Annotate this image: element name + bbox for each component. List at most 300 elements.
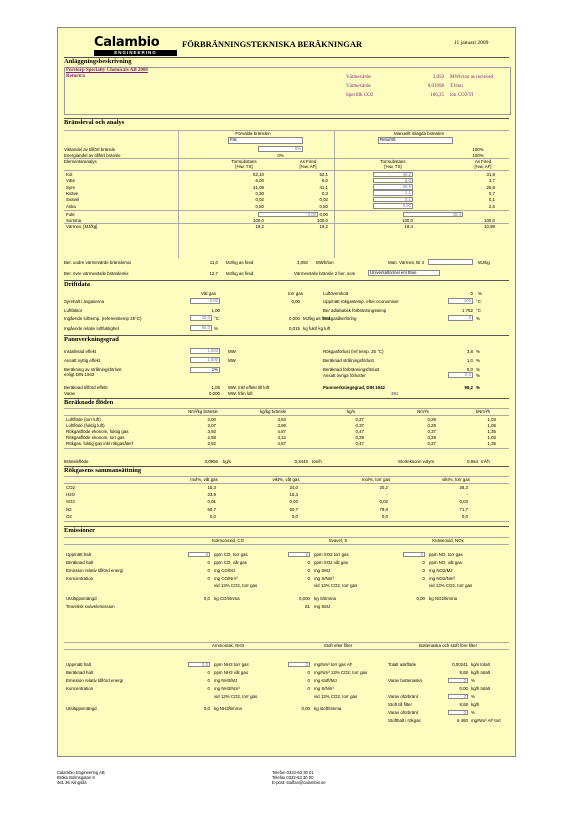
emission-row-label: Koncentration [66, 686, 94, 691]
nox-unit: ppm NO, våt gas [429, 560, 462, 565]
flow-value: 3,07 [207, 423, 216, 428]
grid-line [64, 170, 509, 171]
upper-heating-value-label: Ber. övre värmevärde bränslemix [64, 271, 129, 276]
ash-value: 0,00241 [452, 662, 468, 667]
ash-row-label: Varav oförbränt [388, 710, 418, 715]
ash-row-label: Varav oförbränt [388, 694, 418, 699]
composition-column-header: vikt%, våt gas [272, 477, 300, 482]
co-unit: vid 13% CO2, torr gas [214, 583, 258, 588]
ash-unit: % [471, 678, 475, 683]
air-moisture-unit: kg fukt/ kg luft [303, 326, 331, 331]
nox-unit: vid 13% CO2, torr gas [429, 583, 473, 588]
grid-line [64, 483, 509, 484]
oxygen-label: Syrehalt i avgaserna [64, 299, 105, 304]
fuel-row-label: Värmev. [MJ/kg] [66, 224, 98, 229]
dust-value: 0 [307, 670, 310, 675]
s-value: 0 [307, 576, 310, 581]
air-moisture: 0,015 [289, 326, 300, 331]
composition-value: 0,0 [381, 513, 388, 519]
grid-line [64, 544, 509, 545]
as-fired-unit: [%w, AF] [474, 164, 492, 169]
flow-value: 0,37 [355, 423, 364, 428]
composition-column-header: mol%, våt gas [190, 477, 218, 482]
preset-dry-value: 6,00 [255, 178, 264, 184]
flow-column-header: Nm³/kg bränsle [188, 409, 218, 414]
manual-fired-value: 25,8 [486, 184, 495, 190]
inlet-air-temp-input[interactable]: 25,0 [190, 315, 212, 321]
flue-temp-unit: °C [476, 299, 481, 304]
dust-value: 0,00 [301, 706, 310, 711]
ash-unit: kg/s totalt [471, 662, 490, 667]
section-divider [64, 118, 509, 119]
section-title-efficiency: Pannverkningsgrad [64, 336, 119, 343]
ash-row-label: Totalt askflöde [388, 662, 417, 667]
preset-dry-value: 0,50 [255, 203, 264, 209]
s-unit: mg SMJ [314, 568, 331, 573]
preset-dry-value: 52,10 [253, 172, 264, 177]
preset-dry-value: 41,09 [253, 184, 264, 190]
gas-component-label: N2 [66, 506, 72, 512]
gas-component-label: SO2 [66, 499, 75, 505]
manual-fired-value: 10,98 [484, 224, 495, 229]
emission-row-label: Utsläppsmängd [66, 596, 97, 601]
nh3-unit: vid 13% CO2, torr gas [214, 694, 258, 699]
flue-loss-label: Rökgasförlust (ref temp. 25 °C) [323, 349, 384, 354]
dry-substance-header: Torrsubstans [380, 159, 406, 164]
section-title-fuel: Bränsleval och analys [64, 119, 125, 126]
grid-line [64, 521, 509, 522]
other-losses-input[interactable]: 0,0 [448, 372, 473, 378]
element-analysis-label: Elementaranalys [64, 159, 97, 164]
page-title: FÖRBRÄNNINGSTEKNISKA BERÄKNINGAR [182, 39, 363, 49]
emission-group-header: Kväveoxid, NOx [432, 538, 464, 543]
grid-line [64, 448, 509, 449]
co-unit: mg CO/Nm³ [214, 576, 238, 581]
ash-unit: % [471, 694, 475, 699]
emission-row-label: Uppmätt halt [66, 662, 91, 667]
manual-dry-input[interactable]: 3,90 [373, 203, 413, 209]
flue-recirculation-unit: % [476, 316, 480, 321]
upper-heating-value-unit: MJ/kg as fired [226, 271, 254, 276]
preset-dry-value: 100,0 [253, 218, 264, 223]
composition-value: 28,3 [459, 485, 468, 490]
dust-value: 0 [307, 686, 310, 691]
measured-co-input[interactable]: 0 [188, 552, 210, 558]
combustion-loss: 0,0 [466, 367, 473, 372]
supplied-power-label: Beräknad tillförd effekt [64, 385, 108, 390]
lower-heating-value-label: Ber. undre värmevärde bränslemix [64, 260, 132, 265]
nh3-value: 0 [207, 670, 210, 675]
composition-value: 0,02 [379, 499, 388, 505]
manual-dry-input[interactable]: 1,1 [373, 190, 413, 196]
humidity-input[interactable]: 65,0 [190, 325, 212, 331]
nh3-unit: mg NH3/Nm³ [214, 686, 240, 691]
fuel-row-label: Kol [66, 172, 73, 177]
manual-dry-input[interactable]: 49,2 [373, 172, 413, 178]
composition-column-header: mol%, torr gas [361, 477, 391, 482]
specific-co2-unit: ton CO2/TJ [450, 93, 474, 98]
of-which-label: Varav [64, 391, 76, 396]
preset-dry-value: 0,30 [255, 190, 264, 196]
flow-value: 3,00 [207, 417, 216, 422]
heating-value: 3,050 [432, 75, 444, 80]
fuel-name: Returträ [66, 74, 85, 79]
flue-loss: 3,8 [466, 349, 473, 354]
manual-fired-value: 2,5 [488, 203, 495, 209]
manual-fuel-select[interactable]: Returträ [378, 137, 453, 144]
flow-value: 4,87 [277, 429, 286, 434]
manual-heating-value-unit: MJ/kg [478, 260, 490, 265]
excess-air-value: 0 [470, 291, 473, 296]
manual-fired-value: 0,7 [488, 190, 495, 196]
manual-fuels-header: Manuellt inlagda bränslen [393, 131, 445, 136]
grid-line [64, 223, 509, 224]
ash-value: 8,68 [459, 670, 468, 675]
grid-line [178, 130, 179, 258]
flow-value: 3,89 [277, 423, 286, 428]
flow-value: 3,92 [207, 441, 216, 446]
composition-value: 0,0 [291, 513, 298, 519]
efficiency-note: 391 [391, 391, 399, 396]
fuel-row-label: Syre [66, 184, 76, 190]
flue-temp-label: Uppmätt rökgastemp. efter economiser [323, 299, 399, 304]
measured-nh3-input[interactable]: 0,0 [188, 662, 210, 668]
supplied-power: 1,05 [211, 385, 220, 390]
fuel-flow-unit: kg/s [223, 459, 232, 464]
calambio-logo [94, 36, 177, 56]
section-title-composition: Rökgasens sammansättning [64, 467, 142, 474]
heating-value-label: Värmevärde [346, 84, 371, 89]
composition-value: 15,3 [289, 492, 298, 498]
oxygen-wet-input[interactable]: 0,00 [190, 298, 220, 304]
flow-value: 1,35 [487, 441, 496, 446]
manual-fired-value: 3,7 [488, 178, 495, 184]
grid-line [64, 158, 509, 159]
flow-value: 4,87 [277, 441, 286, 446]
radiation-loss: 1,0 [466, 358, 473, 363]
composition-value: 15,3 [207, 485, 216, 490]
specific-co2-label: Specifik CO2 [346, 93, 374, 98]
emission-group-header: Stoft efter filter [323, 643, 353, 648]
grid-line [64, 130, 509, 131]
s-unit: kg S/timma [314, 596, 336, 601]
other-losses-unit: % [476, 373, 480, 378]
dry-substance-header: Torrsubstans [231, 159, 257, 164]
flow-value: 0,29 [427, 417, 436, 422]
ash-unit: kg/h totalt [471, 686, 491, 691]
s-value: 81 [305, 604, 310, 609]
s-value: 0 [307, 560, 310, 565]
flow-row-label: Luftflöde (torr luft) [66, 417, 101, 422]
composition-value: - [386, 492, 388, 498]
footer-contact: Telefon 0322-63 30 01 Telefax 0322-63 30 00 E-post: staffan@calambio.se [272, 770, 326, 785]
flow-value: 0,28 [427, 435, 436, 440]
flow-value: 4,12 [277, 435, 286, 440]
specific-co2: 106,35 [430, 93, 444, 98]
section-divider [64, 280, 509, 281]
ash-unit: mg/Nm³ AF torr [471, 718, 502, 723]
co-unit: kg CO/timma [214, 596, 240, 601]
section-title-flows: Beräknade flöden [64, 399, 114, 406]
nox-unit: mg NO2/Nm³ [429, 576, 455, 581]
emission-group-header: Svavel, S [328, 538, 348, 543]
radiation-loss-label: Beräknad strålningsförlust [323, 358, 374, 363]
flow-row-label: Rökgas, fuktig gas inkl rökgasåterf [66, 441, 134, 446]
preset-dry-value: 0,02 [255, 197, 264, 203]
flow-value: 0,39 [355, 435, 364, 440]
emission-row-label: Utsläppsmängd [66, 706, 97, 711]
composition-value: 24,0 [289, 485, 298, 490]
ash-row-label: Stofthalt i rökgas [388, 718, 421, 723]
s-unit: ppm SO2 torr gas [314, 552, 349, 557]
fuel-flow-tph-unit: ton/h [312, 459, 322, 464]
composition-value: 60,7 [207, 506, 216, 512]
installed-power-input[interactable]: 1,000 [190, 348, 220, 354]
heating-value: 0,01098 [427, 84, 444, 89]
flue-recirculation-input[interactable]: 0 [448, 315, 473, 321]
fuel-flow: 0,0956 [204, 459, 218, 464]
air-power: 0,000 [209, 391, 220, 396]
nh3-value: 0 [207, 678, 210, 683]
oxygen-dry: 0,00 [291, 299, 300, 304]
manual-dry-value: 18,4 [404, 224, 413, 229]
heating-formula-select[interactable]: Universalformel enl Boie [368, 270, 440, 276]
nh3-unit: kg NH3/timma [214, 706, 242, 711]
s-unit: ppm SO2 våt gas [314, 560, 348, 565]
heating-value-label: Värmevärde [346, 75, 371, 80]
calculation-sheet [57, 27, 516, 757]
lower-heating-value-mwh: 3,050 [297, 260, 308, 265]
measured-nox-input[interactable]: 0 [403, 552, 425, 558]
measured-s-input[interactable]: 0 [288, 552, 310, 558]
s-value: 0,000 [299, 596, 310, 601]
preset-fired-value: 0,00 [319, 212, 328, 217]
manual-heating-value-input[interactable] [428, 259, 473, 265]
ash-unit: kg/h totalt [471, 670, 491, 675]
manual-moisture-input[interactable]: 35,4 [403, 212, 463, 218]
humidity-unit: % [214, 326, 218, 331]
composition-value: 0,01 [207, 499, 216, 505]
nox-unit: ppm NO, torr gas [429, 552, 463, 557]
composition-value: 79,8 [379, 506, 388, 512]
gas-component-label: CO2 [66, 485, 76, 490]
weight-share-b: 100% [472, 147, 484, 152]
nox-value: 0,00 [416, 596, 425, 601]
heating-value-unit: TJ/ton [450, 84, 463, 89]
s-unit: mg S/Nm³ [314, 576, 334, 581]
other-losses-label: Ansatt övriga förluster [323, 373, 366, 378]
composition-value: 20,2 [379, 485, 388, 490]
dry-substance-unit: [%w, TS] [235, 164, 253, 169]
composition-value: 0,0 [461, 513, 468, 519]
as-fired-header: As Fired [474, 159, 492, 164]
flow-value: 1,03 [487, 435, 496, 440]
supplied-power-unit: MW, mkl effekt till luft [228, 385, 270, 390]
s-unit: vid 13% CO2, torr gas [314, 583, 358, 588]
flow-value: 3,92 [207, 429, 216, 434]
ash-percent-input[interactable]: 0 [448, 710, 468, 716]
ash-row-label: Stoft till filter [388, 702, 412, 707]
ash-value: 8,68 [459, 702, 468, 707]
composition-value: - [466, 492, 468, 498]
flow-value: 1,06 [487, 423, 496, 428]
grid-line [334, 130, 335, 258]
flow-value: 0,29 [427, 423, 436, 428]
storage-volume: 0,964 [467, 459, 478, 464]
ash-unit: kg/h [471, 702, 480, 707]
flow-column-header: kg/s [346, 409, 356, 414]
preset-fired-value: 100,0 [317, 218, 328, 223]
preset-dry-value: 19,2 [255, 224, 264, 229]
section-title-operation: Driftdata [64, 281, 90, 288]
preset-fired-value: 52,1 [319, 172, 328, 177]
useful-power-label: Ansatt nyttig effekt [64, 358, 101, 363]
emission-group-header: Bottenaska och stoft före filter [418, 643, 478, 648]
composition-value: 0,03 [459, 499, 468, 505]
preset-moisture-input[interactable]: 0,00 [258, 212, 318, 218]
ash-row-label: Varav bottenaska [388, 678, 422, 683]
logo-word: Calambio [94, 35, 160, 50]
combustion-loss-label: Beräknad förbränningsförlust [323, 367, 380, 372]
flow-row-label: Rökgasflöde ekonom, fuktig gas [66, 429, 129, 434]
adiabatic-temp-unit: °C [476, 308, 481, 313]
ash-percent-input[interactable]: 0 [448, 678, 468, 684]
s-unit: mg SMJ [314, 604, 331, 609]
nh3-value: 0 [207, 686, 210, 691]
section-divider [64, 398, 509, 399]
air-power-unit: MW, från luft [228, 391, 253, 396]
flow-value: 3,83 [277, 417, 286, 422]
dust-unit: vid 13% CO2, torr gas [314, 694, 358, 699]
grid-line [64, 210, 509, 211]
as-fired-unit: [%w, AF] [299, 164, 317, 169]
dust-value: 0 [307, 678, 310, 683]
excess-air-unit: % [478, 291, 482, 296]
co-unit: mg CO/MJ [214, 568, 235, 573]
fuel-row-label: Summa [66, 218, 82, 223]
flow-value: 0,47 [355, 441, 364, 446]
fuel-flow-label: Bränsleflöde [64, 459, 89, 464]
emission-row-label: Teoretisk svavelemission [66, 604, 115, 609]
energy-share-b: 100% [472, 153, 484, 158]
gas-component-label: H2O [66, 492, 76, 498]
flue-temp-input[interactable]: 100 [448, 298, 473, 304]
dust-unit: mg/Nm³ 13% CO2, torr gas [314, 670, 368, 675]
boiler-efficiency: 95,2 [464, 385, 473, 390]
weight-share-label: Viktandel av tillfört bränsle [64, 147, 116, 152]
adiabatic-temp: 1 752 [462, 308, 473, 313]
section-title-plant: Anläggningsbeskrivning [64, 58, 132, 65]
flow-column-header: Nm³/s [417, 409, 429, 414]
co-unit: ppm CO, torr gas [214, 552, 248, 557]
installed-power-label: Installerad effekt [64, 349, 97, 354]
manual-dry-input[interactable]: 6,0 [373, 178, 413, 184]
dust-unit: mg/Nm³ torr gas AF [314, 662, 353, 667]
preset-fuel-select[interactable]: Flis [228, 137, 303, 144]
preset-fired-value: 0,50 [319, 203, 328, 209]
preset-fired-value: 6,0 [321, 178, 328, 184]
emission-group-header: Kolmonoxid, CO [212, 538, 244, 543]
inlet-air-temp-unit: °C [214, 316, 219, 321]
humidity-label: Ingående relativ luftfuktighet [64, 326, 119, 331]
dry-gas-header: torr gas [288, 291, 303, 296]
radiation-calc-input[interactable]: 1% [190, 367, 220, 373]
radiation-loss-unit: % [476, 358, 480, 363]
storage-volume-label: Storteksorin volym [398, 459, 435, 464]
fuel-row-label: Aska [66, 203, 76, 209]
ash-unit: % [471, 710, 475, 715]
nh3-unit: ppm NH3 våt gas [214, 670, 248, 675]
grid-line [64, 415, 509, 416]
nh3-value: 0,0 [203, 706, 210, 711]
composition-value: 0,03 [289, 499, 298, 505]
ash-value: 0,00 [459, 686, 468, 691]
radiation-calc-label: Beräkning av strålningsförlust [64, 367, 122, 372]
section-divider [64, 335, 509, 336]
footer-address: Calambio Engineering AB Bröka Bolmsgatan 9 461 36 Alingsås [57, 770, 105, 785]
manual-fired-value: 31,8 [486, 172, 495, 177]
nox-unit: kg NO2/timma [429, 596, 458, 601]
nox-value: 0 [422, 560, 425, 565]
preset-fired-value: 41,1 [319, 184, 328, 190]
company-name[interactable]: Perstorp Specialty Chemicals AB 2008 [66, 68, 148, 73]
composition-value: 0,0 [209, 513, 216, 519]
nh3-unit: mg NH3/MJ [214, 678, 238, 683]
wet-gas-header: Våt gas [201, 291, 216, 296]
adiabatic-temp-label: Ber adiabatisk förbränningstemp [323, 308, 387, 313]
energy-share-label: Energiandel av tillfört bränsle [64, 153, 121, 158]
s-value: 0 [307, 568, 310, 573]
section-title-emissions: Emissioner [64, 527, 96, 534]
co-unit: ppm CO, våt gas [214, 560, 247, 565]
fuel-row-label: Väte [66, 178, 76, 184]
lower-heating-value-unit: MJ/kg as fired [226, 260, 254, 265]
weight-share-a[interactable]: 0% [258, 146, 303, 152]
upper-heating-value: 12,7 [209, 271, 218, 276]
manual-dry-input[interactable]: 0,1 [373, 197, 413, 203]
flow-value: 0,47 [355, 429, 364, 434]
as-fired-header: As Fired [299, 159, 317, 164]
nox-value: 0 [422, 576, 425, 581]
composition-column-header: vikt%, torr gas [442, 477, 470, 482]
inlet-air-temp-label: Ingående lufttemp. (referenstemp 25°C) [64, 316, 142, 321]
manual-dry-input[interactable]: 39,9 [373, 184, 413, 190]
boiler-efficiency-label: Pannverkningsgrad, DIN 1942 [323, 385, 385, 390]
flue-loss-unit: % [476, 349, 480, 354]
emission-row-label: Emission relativ tillförd energi [66, 568, 124, 573]
flow-column-header: kNm³/h [475, 409, 491, 414]
emission-row-label: Beräknad halt [66, 560, 94, 565]
ash-value: 6 460 [457, 718, 468, 723]
energy-share-a: 0% [277, 153, 284, 158]
measured-dust-input[interactable]: 0 [288, 662, 310, 668]
emission-group-header: Ammoniak, NH3 [212, 643, 244, 648]
preset-fired-value: 0,02 [319, 197, 328, 203]
dust-unit: kg stoft/timma [314, 706, 342, 711]
flow-value: 2,98 [207, 435, 216, 440]
inlet-air-energy: 0,000 [289, 316, 300, 321]
section-divider [64, 526, 509, 527]
dry-substance-unit: [%w, TS] [384, 164, 402, 169]
co-value: 0,0 [203, 596, 210, 601]
dust-unit: mg stoft/MJ [314, 678, 337, 683]
useful-power-input[interactable]: 1,000 [190, 357, 220, 363]
preset-fuels-header: Förvalda bränslen [235, 131, 271, 136]
nox-value: 0 [422, 568, 425, 573]
lower-heating-value: 11,0 [209, 260, 218, 265]
ash-percent-input[interactable]: 0 [448, 694, 468, 700]
emission-row-label: Uppmätt halt [66, 552, 91, 557]
